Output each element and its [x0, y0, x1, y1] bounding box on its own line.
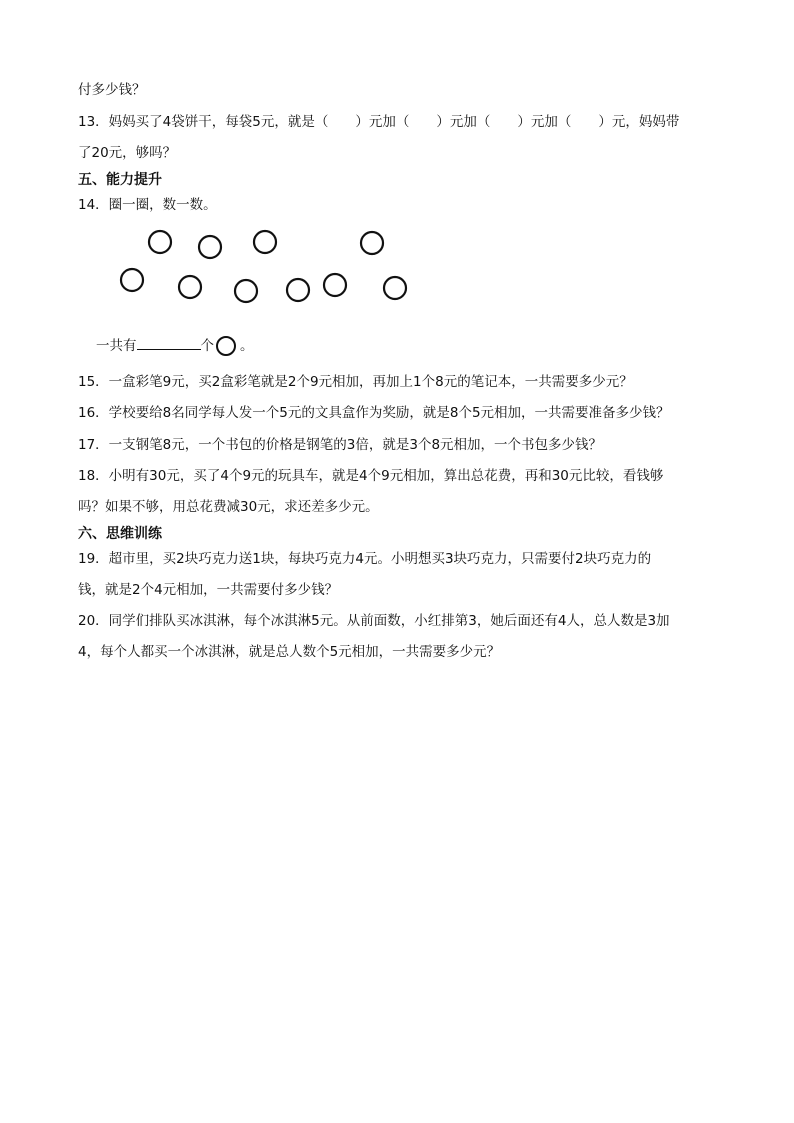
circle-shape	[254, 231, 276, 253]
question-18-line-2: 吗？如果不够，用总花费减30元，求还差多少元。	[78, 499, 379, 515]
question-20-line-1: 20．同学们排队买冰淇淋，每个冰淇淋5元。从前面数，小红排第3，她后面还有4人，总人数是3加	[78, 613, 670, 629]
question-13-line-2: 了20元，够吗？	[78, 145, 177, 161]
question-14-answer	[96, 335, 254, 356]
question-19-line-2: 钱，就是2个4元相加，一共需要付多少钱？	[78, 582, 339, 598]
circle-shape	[235, 280, 257, 302]
circle-shape	[199, 236, 221, 258]
circle-shape	[179, 276, 201, 298]
section-6-heading: 六、思维训练	[78, 526, 162, 542]
text-line-1: 付多少钱？	[78, 82, 146, 98]
circle-shape	[324, 274, 346, 296]
circle-shape	[287, 279, 309, 301]
question-15: 15．一盒彩笔9元，买2盒彩笔就是2个9元相加，再加上1个8元的笔记本，一共需要多少元？	[78, 374, 633, 390]
question-17: 17．一支钢笔8元，一个书包的价格是钢笔的3倍，就是3个8元相加，一个书包多少钱？	[78, 437, 603, 453]
circle-shape	[121, 269, 143, 291]
section-5-heading: 五、能力提升	[78, 172, 162, 188]
circle-shape	[384, 277, 406, 299]
question-18-line-1: 18．小明有30元，买了4个9元的玩具车，就是4个9元相加，算出总花费，再和30元比较，看钱够	[78, 468, 664, 484]
count-answer-blank[interactable]	[137, 335, 201, 350]
question-19-line-1: 19．超市里，买2块巧克力送1块，每块巧克力4元。小明想买3块巧克力，只需要付2块巧克力的	[78, 551, 652, 567]
question-20-line-2: 4，每个人都买一个冰淇淋，就是总人数个5元相加，一共需要多少元？	[78, 644, 501, 660]
count-end: 。	[240, 338, 254, 354]
count-unit: 个	[200, 338, 214, 354]
question-14: 14．圈一圈，数一数。	[78, 197, 217, 213]
question-16: 16．学校要给8名同学每人发一个5元的文具盒作为奖励，就是8个5元相加，一共需要准备多少钱？	[78, 405, 670, 421]
circle-shape	[361, 232, 383, 254]
question-13-line-1: 13．妈妈买了4袋饼干，每袋5元，就是（ ）元加（ ）元加（ ）元加（ ）元，妈妈带	[78, 114, 680, 130]
circle-shape	[149, 231, 171, 253]
count-prefix: 一共有	[96, 338, 137, 354]
circle-icon	[216, 336, 236, 356]
